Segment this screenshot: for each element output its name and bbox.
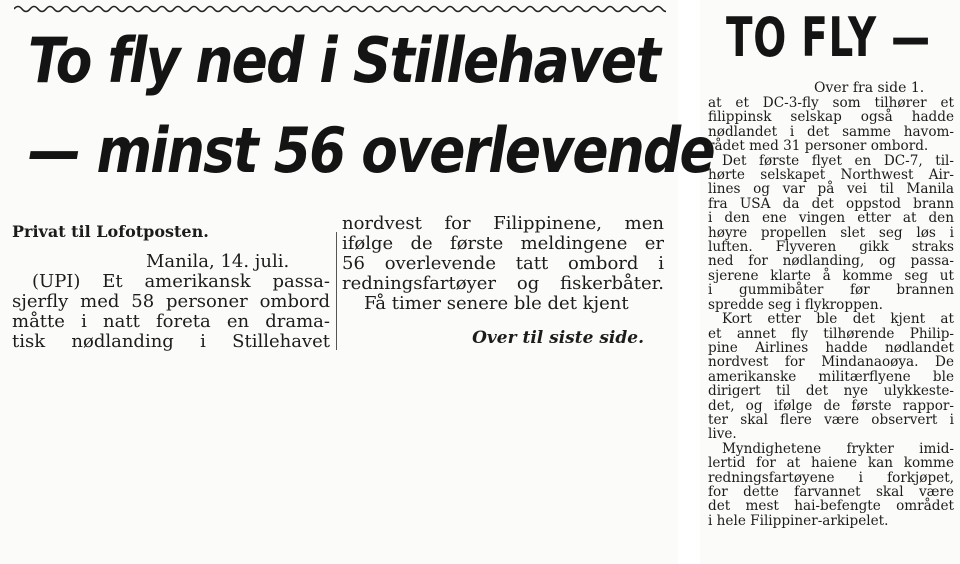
article-column-2 (342, 214, 664, 348)
body-line: i gummibåter før brannen (708, 282, 954, 299)
body-line: filippinsk selskap også hadde (708, 109, 954, 126)
body-line: nordvest for Mindanaoøya. De (708, 354, 954, 371)
body-line: ter skal flere være observert i (708, 411, 954, 428)
body-line: redningsfartøyene i forkjøpet, (708, 469, 954, 486)
body-line: hørte selskapet Northwest Air- (708, 167, 954, 184)
body-line: luften. Flyveren gikk straks (708, 239, 954, 256)
byline: Privat til Lofotposten. (12, 222, 209, 241)
continuation-headline: TO FLY — (726, 6, 931, 69)
continued-to-note: Over til siste side. (472, 328, 644, 348)
body-line: det mest hai-befengte området (708, 498, 954, 515)
body-line: lertid for at haiene kan komme (708, 455, 954, 472)
body-line: pine Airlines hadde nødlandet (708, 339, 954, 356)
body-line: for dette farvannet skal være (708, 483, 954, 500)
body-line: Myndighetene frykter imid- (722, 440, 954, 457)
body-line: Kort etter ble det kjent at (722, 311, 954, 328)
body-line: redningsfartøyer og fiskerbåter. (342, 273, 664, 294)
body-line: ned for nødlanding, og passa- (708, 253, 954, 270)
column-divider (336, 232, 337, 350)
body-line: amerikanske militærflyene ble (708, 368, 954, 385)
dateline: Manila, 14. juli. (146, 251, 290, 272)
body-line: live. (708, 426, 737, 443)
body-line: Det første flyet en DC-7, til- (722, 152, 954, 169)
body-line: det, og ifølge de første rappor- (708, 397, 954, 414)
body-line: at et DC-3-fly som tilhører et (708, 95, 954, 111)
body-line: fra USA da det oppstod brann (708, 195, 954, 212)
body-line: sjerene klarte å komme seg ut (708, 267, 954, 284)
body-line: spredde seg i flykroppen. (708, 296, 883, 313)
body-line: 56 overlevende tatt ombord i (342, 253, 664, 274)
headline-line-2: — minst 56 overlevende (28, 114, 714, 187)
body-line: i hele Filippiner-arkipelet. (708, 512, 889, 529)
headline-line-1: To fly ned i Stillehavet (28, 24, 660, 97)
body-line: lines og var på vei til Manila (708, 181, 954, 198)
article-column-1 (12, 252, 330, 352)
wavy-top-rule (14, 2, 666, 16)
body-line: dirigert til det nye ulykkeste- (708, 383, 954, 400)
body-line: nordvest for Filippinene, men (342, 213, 664, 234)
continuation-column (708, 96, 954, 528)
body-line: Få timer senere ble det kjent (364, 293, 629, 314)
body-line: i den ene vingen etter at den (708, 210, 954, 227)
body-line: nødlandet i det samme havom- (708, 123, 954, 140)
body-line: (UPI) Et amerikansk passa- (32, 271, 330, 292)
body-line: rådet med 31 personer ombord. (708, 138, 929, 155)
body-line: høyre propellen slet seg løs i (708, 224, 954, 241)
continued-from-note: Over fra side 1. (814, 80, 925, 96)
body-line: tisk nødlanding i Stillehavet (12, 331, 330, 352)
body-line: et annet fly tilhørende Philip- (708, 325, 954, 342)
body-line: måtte i natt foreta en drama- (12, 311, 330, 332)
body-line: ifølge de første meldingene er (342, 233, 664, 254)
body-line: sjerfly med 58 personer ombord (12, 291, 330, 312)
